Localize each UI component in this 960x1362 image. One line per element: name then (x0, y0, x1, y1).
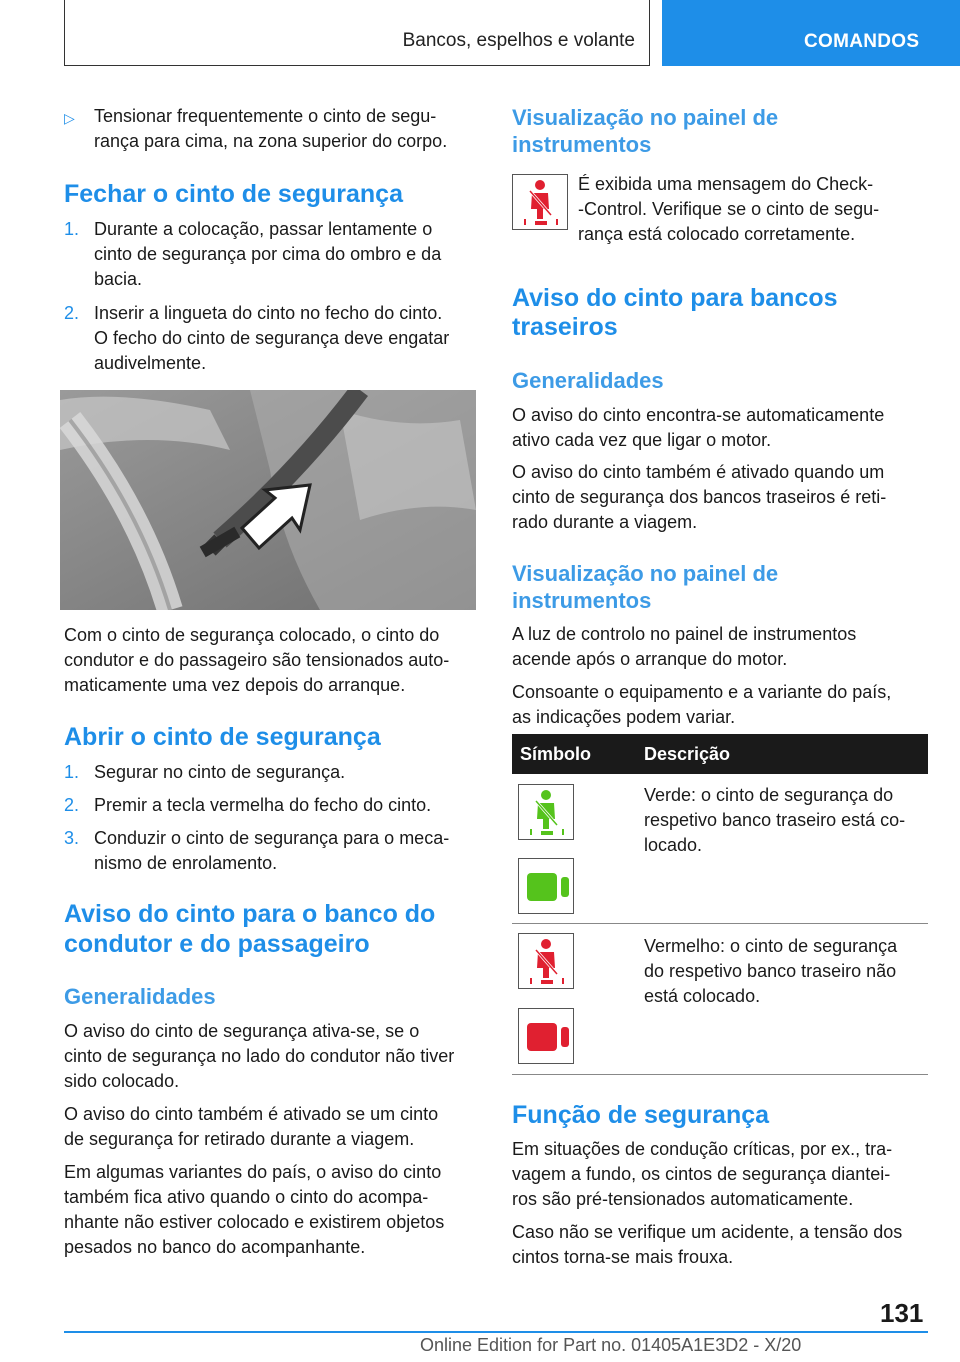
paragraph-line: O aviso do cinto também é ativado quando um (512, 462, 885, 482)
heading-funcao-seguranca: Função de segurança (512, 1101, 770, 1129)
heading-aviso-traseiros: Aviso do cinto para bancos (512, 284, 838, 312)
paragraph-line: rança está colocado corretamente. (578, 224, 856, 244)
bullet-line-2: rança para cima, na zona superior do corpo. (94, 131, 448, 151)
paragraph-line: as indicações podem variar. (512, 707, 736, 727)
paragraph-line: Com o cinto de segurança colocado, o cinto do (64, 625, 440, 645)
paragraph-line: também fica ativo quando o cinto do acompa- (64, 1187, 429, 1207)
step-text: Conduzir o cinto de segurança para o meca- (94, 828, 450, 848)
step-text: Durante a colocação, passar lentamente o (94, 219, 433, 239)
heading-aviso-traseiros: traseiros (512, 313, 618, 341)
subheading-visualizacao: instrumentos (512, 132, 652, 157)
table-bottom-divider (512, 1074, 928, 1075)
paragraph-line: Em algumas variantes do país, o aviso do cinto (64, 1162, 442, 1182)
step-number: 2. (64, 795, 80, 815)
header-chapter-title: COMANDOS (804, 31, 920, 52)
paragraph-line: O aviso do cinto encontra-se automaticamente (512, 405, 885, 425)
step-text: Inserir a lingueta do cinto no fecho do cinto. (94, 303, 443, 323)
subheading-visualizacao: instrumentos (512, 588, 652, 613)
table-cell-text: está colocado. (644, 986, 761, 1006)
paragraph-line: de segurança for retirado durante a viagem. (64, 1129, 415, 1149)
paragraph-line: rado durante a viagem. (512, 512, 698, 532)
heading-abrir: Abrir o cinto de segurança (64, 723, 381, 751)
step-text: cinto de segurança por cima do ombro e da (94, 244, 442, 264)
paragraph-line: Caso não se verifique um acidente, a tensão dos (512, 1222, 903, 1242)
step-number: 2. (64, 303, 80, 323)
step-text: Segurar no cinto de segurança. (94, 762, 346, 782)
table-cell-text: do respetivo banco traseiro não (644, 961, 897, 981)
subheading-visualizacao: Visualização no painel de (512, 105, 779, 130)
footer-edition: Online Edition for Part no. 01405A1E3D2 - X/20 (420, 1335, 802, 1355)
table-cell-text: Vermelho: o cinto de segurança (644, 936, 898, 956)
seat-red-icon (518, 1008, 574, 1064)
step-text: O fecho do cinto de segurança deve engatar (94, 328, 450, 348)
seat-green-icon (518, 858, 574, 914)
paragraph-line: Em situações de condução críticas, por ex., tra- (512, 1139, 893, 1159)
paragraph-line: sido colocado. (64, 1071, 180, 1091)
paragraph-line: pesados no banco do acompanhante. (64, 1237, 366, 1257)
step-number: 1. (64, 219, 80, 239)
table-cell-text: locado. (644, 835, 703, 855)
paragraph-line: A luz de controlo no painel de instrumentos (512, 624, 857, 644)
step-number: 1. (64, 762, 80, 782)
bullet-line-1: Tensionar frequentemente o cinto de segu- (94, 106, 437, 126)
paragraph-line: ativo cada vez que ligar o motor. (512, 430, 772, 450)
footer-divider (64, 1331, 928, 1333)
seatbelt-green-icon (518, 784, 574, 840)
table-cell-text: respetivo banco traseiro está co- (644, 810, 906, 830)
paragraph-line: cinto de segurança dos bancos traseiros é reti- (512, 487, 887, 507)
subheading-visualizacao: Visualização no painel de (512, 561, 779, 586)
step-text: bacia. (94, 269, 143, 289)
seatbelt-red-icon (512, 174, 568, 230)
subheading-generalidades: Generalidades (64, 984, 216, 1009)
paragraph-line: acende após o arranque do motor. (512, 649, 788, 669)
subheading-generalidades: Generalidades (512, 368, 664, 393)
paragraph-line: É exibida uma mensagem do Check- (578, 174, 874, 194)
seatbelt-photo (60, 390, 476, 610)
heading-fechar: Fechar o cinto de segurança (64, 180, 403, 208)
step-text: Premir a tecla vermelha do fecho do cinto. (94, 795, 432, 815)
heading-aviso-condutor: Aviso do cinto para o banco do (64, 900, 436, 928)
paragraph-line: nhante não estiver colocado e existirem objetos (64, 1212, 445, 1232)
bullet-triangle-icon: ▷ (64, 110, 75, 126)
header-section-tab (64, 0, 650, 66)
step-text: audivelmente. (94, 353, 207, 373)
paragraph-line: maticamente uma vez depois do arranque. (64, 675, 406, 695)
symbol-table-header (512, 734, 928, 774)
page-number: 131 (880, 1298, 924, 1328)
paragraph-line: condutor e do passageiro são tensionados auto- (64, 650, 450, 670)
header-section-title: Bancos, espelhos e volante (402, 30, 635, 51)
seatbelt-red-icon (518, 933, 574, 989)
header-chapter-tab (662, 0, 960, 66)
table-cell-text: Verde: o cinto de segurança do (644, 785, 894, 805)
paragraph-line: O aviso do cinto de segurança ativa-se, se o (64, 1021, 420, 1041)
heading-aviso-condutor: condutor e do passageiro (64, 930, 370, 958)
table-row-divider (512, 923, 928, 924)
paragraph-line: ros são pré-tensionados automaticamente. (512, 1189, 854, 1209)
table-col-symbol: Símbolo (520, 744, 591, 764)
paragraph-line: Consoante o equipamento e a variante do país, (512, 682, 892, 702)
paragraph-line: vagem a fundo, os cintos de segurança diantei- (512, 1164, 891, 1184)
table-col-description: Descrição (644, 744, 731, 764)
paragraph-line: -Control. Verifique se o cinto de segu- (578, 199, 880, 219)
paragraph-line: O aviso do cinto também é ativado se um cinto (64, 1104, 439, 1124)
paragraph-line: cinto de segurança no lado do condutor não tiver (64, 1046, 455, 1066)
paragraph-line: cintos torna-se mais frouxa. (512, 1247, 734, 1267)
step-number: 3. (64, 828, 80, 848)
step-text: nismo de enrolamento. (94, 853, 278, 873)
